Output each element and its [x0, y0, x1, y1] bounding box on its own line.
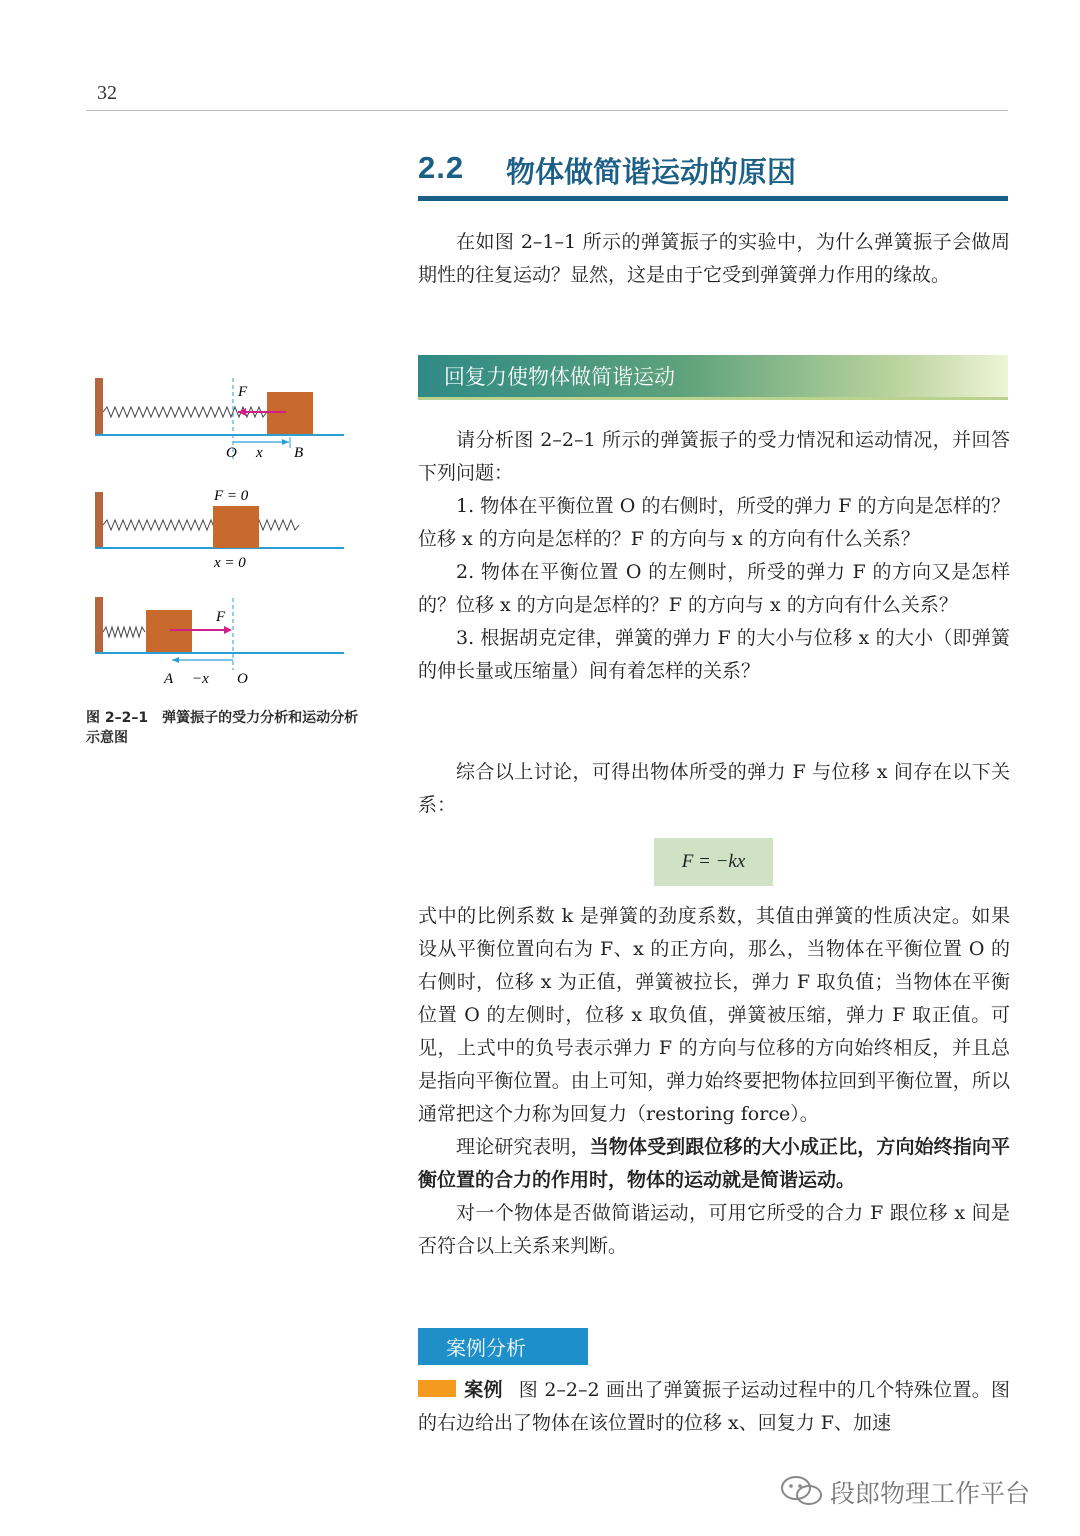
- case-text: [418, 1374, 1010, 1440]
- intro-text: 在如图 2–1–1 所示的弹簧振子的实验中，为什么弹簧振子会做周期性的往复运动？显然，这是由于它受到弹簧弹力作用的缘故。: [418, 231, 1010, 286]
- theory-lead: 理论研究表明，: [456, 1136, 590, 1158]
- panel-compressed: [95, 597, 344, 687]
- force-arrowhead: [224, 626, 232, 634]
- explanation-text: 式中的比例系数 k 是弹簧的劲度系数，其值由弹簧的性质决定。如果设从平衡位置向右为 F、x 的正方向，那么，当物体在平衡位置 O 的右侧时，位移 x 为正值，弹簧被拉长，弹力 F 取负值；当物体在平衡位置 O 的左侧时，位移 x 取负值，弹簧被压缩，弹力 F 取正值。可见，上式中的负号表示弹力 F 的方向与位移的方向始终相反，并且总是指向平衡位置。由上可知，弹力始终要把物体拉回到平衡位置，所以通常把这个力称为回复力（restoring force）。: [418, 905, 1010, 1125]
- explanation-paragraph: [418, 900, 1010, 1263]
- case-analysis-banner: [418, 1328, 588, 1365]
- wall: [95, 492, 103, 548]
- wall: [95, 378, 103, 436]
- questions-block: [418, 424, 1010, 688]
- panel-equilibrium: [95, 488, 344, 571]
- questions-lead: 请分析图 2–2–1 所示的弹簧振子的受力情况和运动情况，并回答下列问题：: [418, 429, 1010, 484]
- formula-box: F = −kx: [654, 838, 773, 886]
- summary-paragraph: [418, 756, 1010, 822]
- theory-text: [418, 1131, 1010, 1197]
- label-origin: O: [226, 445, 237, 461]
- panel-stretched: [95, 378, 344, 461]
- watermark-text: 段郎物理工作平台: [830, 1479, 1031, 1508]
- label-origin: O: [237, 671, 248, 687]
- header-rule: [86, 110, 1008, 111]
- subsection-banner-rule: [418, 397, 1008, 400]
- spring: [103, 627, 145, 637]
- summary-text: 综合以上讨论，可得出物体所受的弹力 F 与位移 x 间存在以下关系：: [418, 761, 1010, 816]
- section-title-rule: [418, 196, 1008, 201]
- label-displacement: x: [256, 445, 263, 461]
- label-point: B: [294, 445, 304, 461]
- spring: [103, 520, 299, 530]
- theory-bold: 当物体受到跟位移的大小成正比，方向始终指向平衡位置的合力的作用时，物体的运动就是简谐运动。: [418, 1136, 1010, 1191]
- subsection-banner: [418, 355, 1008, 397]
- label-force: F: [216, 609, 226, 625]
- case-label: 案例: [464, 1379, 503, 1401]
- intro-paragraph: [418, 226, 1010, 292]
- section-number: 2.2: [418, 150, 465, 185]
- displacement-arrowhead: [282, 439, 289, 445]
- block: [213, 506, 259, 548]
- label-point: A: [164, 671, 174, 687]
- question-item: 3. 根据胡克定律，弹簧的弹力 F 的大小与位移 x 的大小（即弹簧的伸长量或压缩量）间有着怎样的关系？: [418, 627, 1010, 682]
- wall: [95, 597, 103, 653]
- label-displacement: −x: [192, 671, 209, 687]
- watermark: [780, 1474, 1031, 1508]
- figure-caption: 图 2–2–1 弹簧振子的受力分析和运动分析示意图: [86, 710, 359, 746]
- section-title: 物体做简谐运动的原因: [506, 155, 797, 189]
- wechat-icon: [780, 1474, 824, 1508]
- page-number: 32: [97, 82, 117, 104]
- question-item: 1. 物体在平衡位置 O 的右侧时，所受的弹力 F 的方向是怎样的？位移 x 的方向是怎样的？F 的方向与 x 的方向有什么关系？: [418, 495, 1010, 550]
- case-tag-marker: [418, 1380, 456, 1397]
- displacement-arrowhead: [172, 657, 179, 663]
- label-displacement: x = 0: [214, 555, 246, 571]
- subsection-title: 回复力使物体做简谐运动: [444, 365, 675, 389]
- section-heading: [418, 148, 1008, 198]
- case-paragraph: [418, 1374, 1010, 1440]
- spring-diagram: [86, 370, 356, 690]
- case-analysis-title: 案例分析: [446, 1336, 526, 1360]
- judgement-text: 对一个物体是否做简谐运动，可用它所受的合力 F 跟位移 x 间是否符合以上关系来判断。: [418, 1202, 1010, 1257]
- case-body: 图 2–2–2 画出了弹簧振子运动过程中的几个特殊位置。图的右边给出了物体在该位置时的位移 x、回复力 F、加速: [418, 1379, 1010, 1434]
- spring-oscillator-figure: [86, 370, 356, 690]
- question-item: 2. 物体在平衡位置 O 的左侧时，所受的弹力 F 的方向又是怎样的？位移 x 的方向是怎样的？F 的方向与 x 的方向有什么关系？: [418, 561, 1010, 616]
- label-force: F = 0: [214, 488, 249, 504]
- label-force: F: [238, 384, 248, 400]
